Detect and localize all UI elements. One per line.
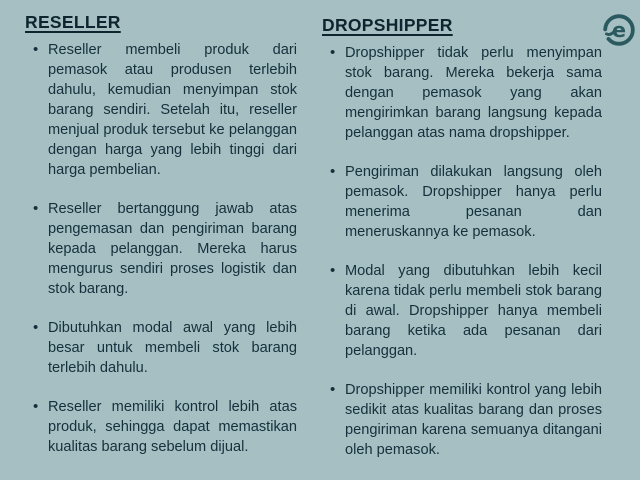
list-item: • Modal yang dibutuhkan lebih kecil karena tidak perlu membeli stok barang di awal. Dropshipper hanya membeli barang ketika ada pesanan dari pelanggan. [345, 261, 602, 361]
reseller-column [25, 12, 297, 476]
e-swirl-logo-icon [600, 11, 638, 49]
list-item: • Pengiriman dilakukan langsung oleh pemasok. Dropshipper hanya perlu menerima pesanan dan meneruskannya ke pemasok. [345, 162, 602, 242]
list-item: • Reseller memiliki kontrol lebih atas produk, sehingga dapat memastikan kualitas barang sebelum dijual. [48, 397, 297, 457]
dropshipper-heading: DROPSHIPPER [322, 15, 453, 35]
list-item: • Dropshipper tidak perlu menyimpan stok barang. Mereka bekerja sama dengan pemasok yang akan mengirimkan barang langsung kepada pelanggan atas nama dropshipper. [345, 43, 602, 143]
dropshipper-column [322, 15, 602, 479]
dropshipper-bullet-list [322, 43, 602, 460]
reseller-heading: RESELLER [25, 12, 121, 32]
reseller-bullet-list [25, 40, 297, 457]
list-item: • Reseller bertanggung jawab atas pengemasan dan pengiriman barang kepada pelanggan. Mereka harus mengurus sendiri proses logistik dan stok barang. [48, 199, 297, 299]
list-item: • Reseller membeli produk dari pemasok atau produsen terlebih dahulu, kemudian menyimpan stok barang sendiri. Setelah itu, reseller menjual produk tersebut ke pelanggan dengan harga yang lebih tinggi dari harga pembelian. [48, 40, 297, 180]
list-item: • Dropshipper memiliki kontrol yang lebih sedikit atas kualitas barang dan proses pengiriman karena semuanya ditangani oleh pemasok. [345, 380, 602, 460]
svg-text:e: e [611, 17, 627, 42]
list-item: • Dibutuhkan modal awal yang lebih besar untuk membeli stok barang terlebih dahulu. [48, 318, 297, 378]
